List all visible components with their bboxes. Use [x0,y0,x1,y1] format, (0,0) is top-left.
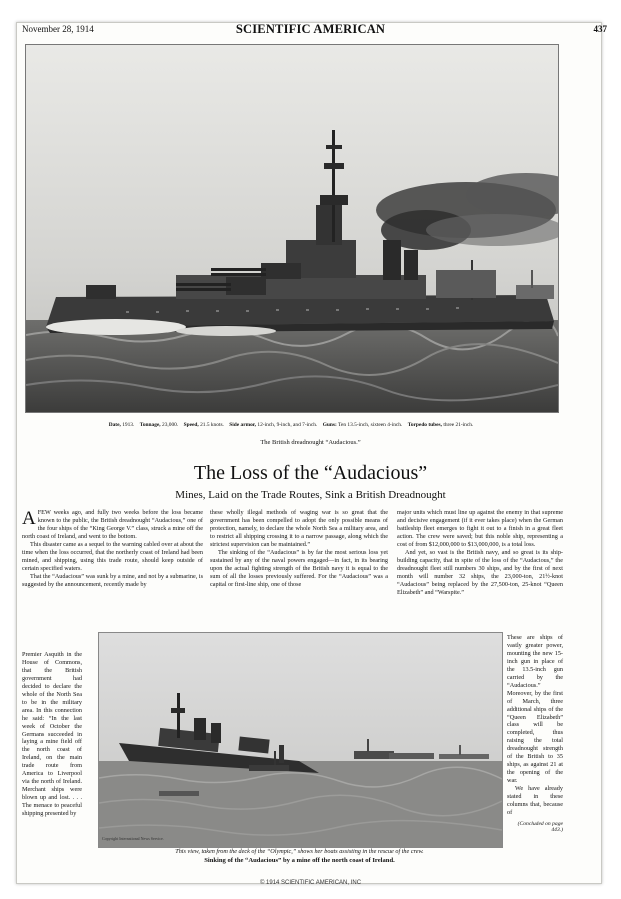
photo-credit: Copyright International News Service. [102,836,164,841]
spec-label: Guns: [322,422,337,428]
article-column-3 [397,509,563,596]
dreadnought-photo [25,44,559,413]
article-column-1 [22,509,203,589]
drop-cap: A [22,508,36,529]
article-column-2 [210,509,388,589]
article-subtitle: Mines, Laid on the Trade Routes, Sink a British Dreadnought [175,489,446,501]
ship-specifications [25,422,557,428]
sinking-photo [98,632,503,848]
continued-note: (Concluded on page 443.) [517,820,563,834]
article-title: The Loss of the “Audacious” [193,462,428,484]
spec-label: Torpedo tubes, [407,422,442,428]
spec-label: Speed, [183,422,199,428]
paragraph: major units which must line up against the enemy in that supreme and decisive engagement (if it ever takes place) when the German battleship fleet emerges to fight it out to a finish in a great fleet action. The crew were saved; but this noble ship, representing a cost of from $12,000,000 to $13,000,000, is a total loss. [397,509,563,548]
paragraph: these wholly illegal methods of waging war is so great that the government has been compelled to adopt the only possible means of protection, namely, to declare the whole North Sea a military area, and to restrict all shipping crossing it to a narrow passage, along which the strictest supervision can be maintained.” [210,509,388,548]
spec-label: Side armor, [229,422,257,428]
spec-label: Date, [108,422,121,428]
paragraph: This disaster came as a sequel to the warning cabled over at about the time when the loss occurred, that the northerly coast of Ireland had been mined, and shipping, using this trade route, should keep outside of certain specified waters. [22,540,203,572]
sinking-illustration [99,633,502,847]
page-number: 437 [593,24,607,34]
masthead: SCIENTIFIC AMERICAN [235,22,386,36]
spec-value: 12-inch, 9-inch, and 7-inch. [257,422,318,428]
paragraph: These are ships of vastly greater power, mounting the new 15-inch gun in place of the 13.5-inch gun carried by the “Audacious.” Moreover, by the first of March, three additional ships of the “Queen Elizabeth” class will be completed, thus raising the total dreadnought strength of the British to 35 ships, as against 21 at the opening of the war. [507,634,563,785]
spec-label: Tonnage, [139,422,161,428]
spec-value: Ten 13.5-inch, sixteen 4-inch. [338,422,403,428]
paragraph: AFEW weeks ago, and fully two weeks before the loss became known to the public, the British dreadnought “Audacious,” one of the four ships of the “King George V.” class, struck a mine off the north coast of Ireland, and went to the bottom. [22,508,203,540]
paragraph: We have already stated in these columns that, because of [507,785,563,816]
dreadnought-caption: The British dreadnought “Audacious.” [260,439,361,446]
issue-date: November 28, 1914 [22,24,94,34]
spec-value: 21.5 knots. [200,422,224,428]
sinking-caption-detail: This view, taken from the deck of the “Olympic,” shows her boats assisting in the rescue of the crew. [175,848,424,855]
paragraph: Premier Asquith in the House of Commons, that the British government had decided to declare the whole of the North Sea to be in the military area. In this connection he said: “In the last week of October the Germans succeeded in laying a mine field off the north coast of Ireland, on the main trade route from America to Liverpool via the north of Ireland. Merchant ships were blown up and lost. . . . The menace to peaceful shipping presented by [22,651,82,818]
paragraph: The sinking of the “Audacious” is by far the most serious loss yet sustained by any of the naval powers engaged—in fact, in its bearing upon the actual fighting strength of the British navy it is equal to the sum of all the losses previously suffered. For the “Audacious” was a capital or first-line ship, one of those [210,548,388,588]
article-column-3-narrow [507,634,563,834]
sinking-caption-title: Sinking of the “Audacious” by a mine off the north coast of Ireland. [204,857,395,864]
spec-value: 1913. [122,422,135,428]
article-column-1-narrow [22,651,82,818]
paragraph: That the “Audacious” was sunk by a mine, and not by a submarine, is suggested by the announcement, recently made by [22,572,203,588]
paragraph: And yet, so vast is the British navy, and so great is its ship-building capacity, that in spite of the loss of the “Audacious,” the dreadnought fleet still numbers 30 ships, and by the first of next month will number 32 ships, the 23,000-ton, 21½-knot “Audacious” being replaced by the 27,500-ton, 25-knot “Queen Elizabeth” and “Warspite.” [397,548,563,596]
dreadnought-illustration [26,45,558,412]
spec-value: 23,000. [162,422,179,428]
spec-value: three 21-inch. [443,422,474,428]
copyright-footer: © 1914 SCIENTIFIC AMERICAN, INC [259,880,362,886]
